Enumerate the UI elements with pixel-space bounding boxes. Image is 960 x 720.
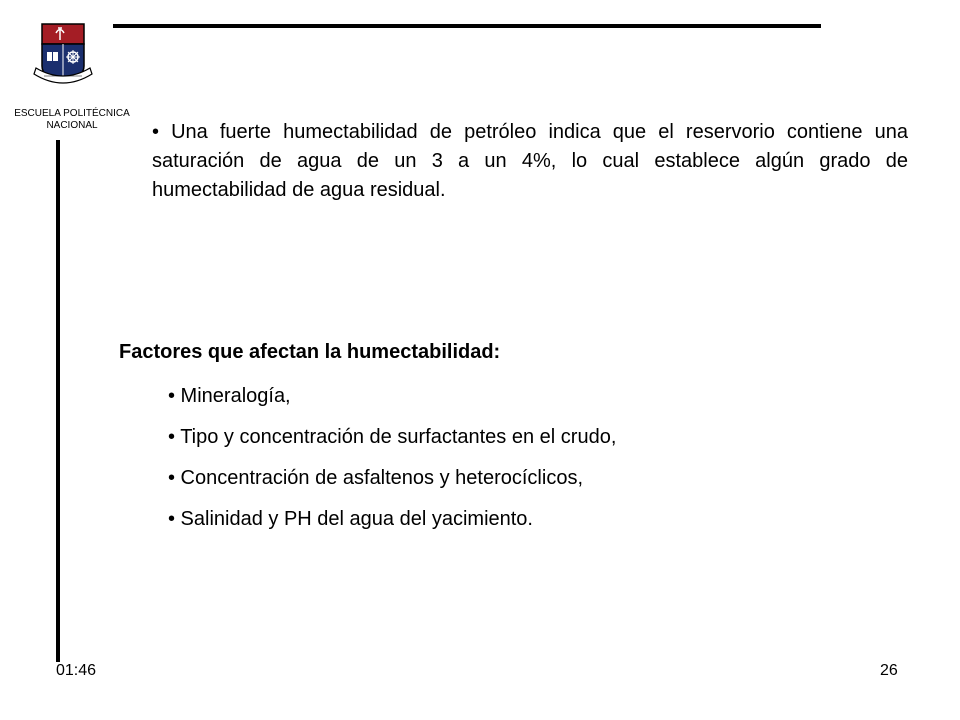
university-crest-icon — [28, 18, 98, 90]
factors-list — [168, 382, 616, 546]
factor-item: • Mineralogía, — [168, 385, 291, 407]
factor-item: • Tipo y concentración de surfactantes en el crudo, — [168, 426, 617, 448]
factor-item: • Salinidad y PH del agua del yacimiento. — [168, 508, 533, 530]
wettability-paragraph: • Una fuerte humectabilidad de petróleo indica que el reservorio contiene una saturación de agua de un 3 a un 4%, lo cual establece algún grado de humectabilidad de agua residual. — [152, 121, 908, 201]
slide-time: 01:46 — [56, 662, 97, 679]
top-rule — [113, 24, 821, 28]
school-name: ESCUELA POLITÉCNICA NACIONAL — [14, 108, 130, 131]
factor-item: • Concentración de asfaltenos y heterocíclicos, — [168, 467, 583, 489]
slide-page-number: 26 — [880, 662, 898, 679]
left-rule — [56, 140, 60, 662]
factors-heading: Factores que afectan la humectabilidad: — [119, 341, 501, 363]
